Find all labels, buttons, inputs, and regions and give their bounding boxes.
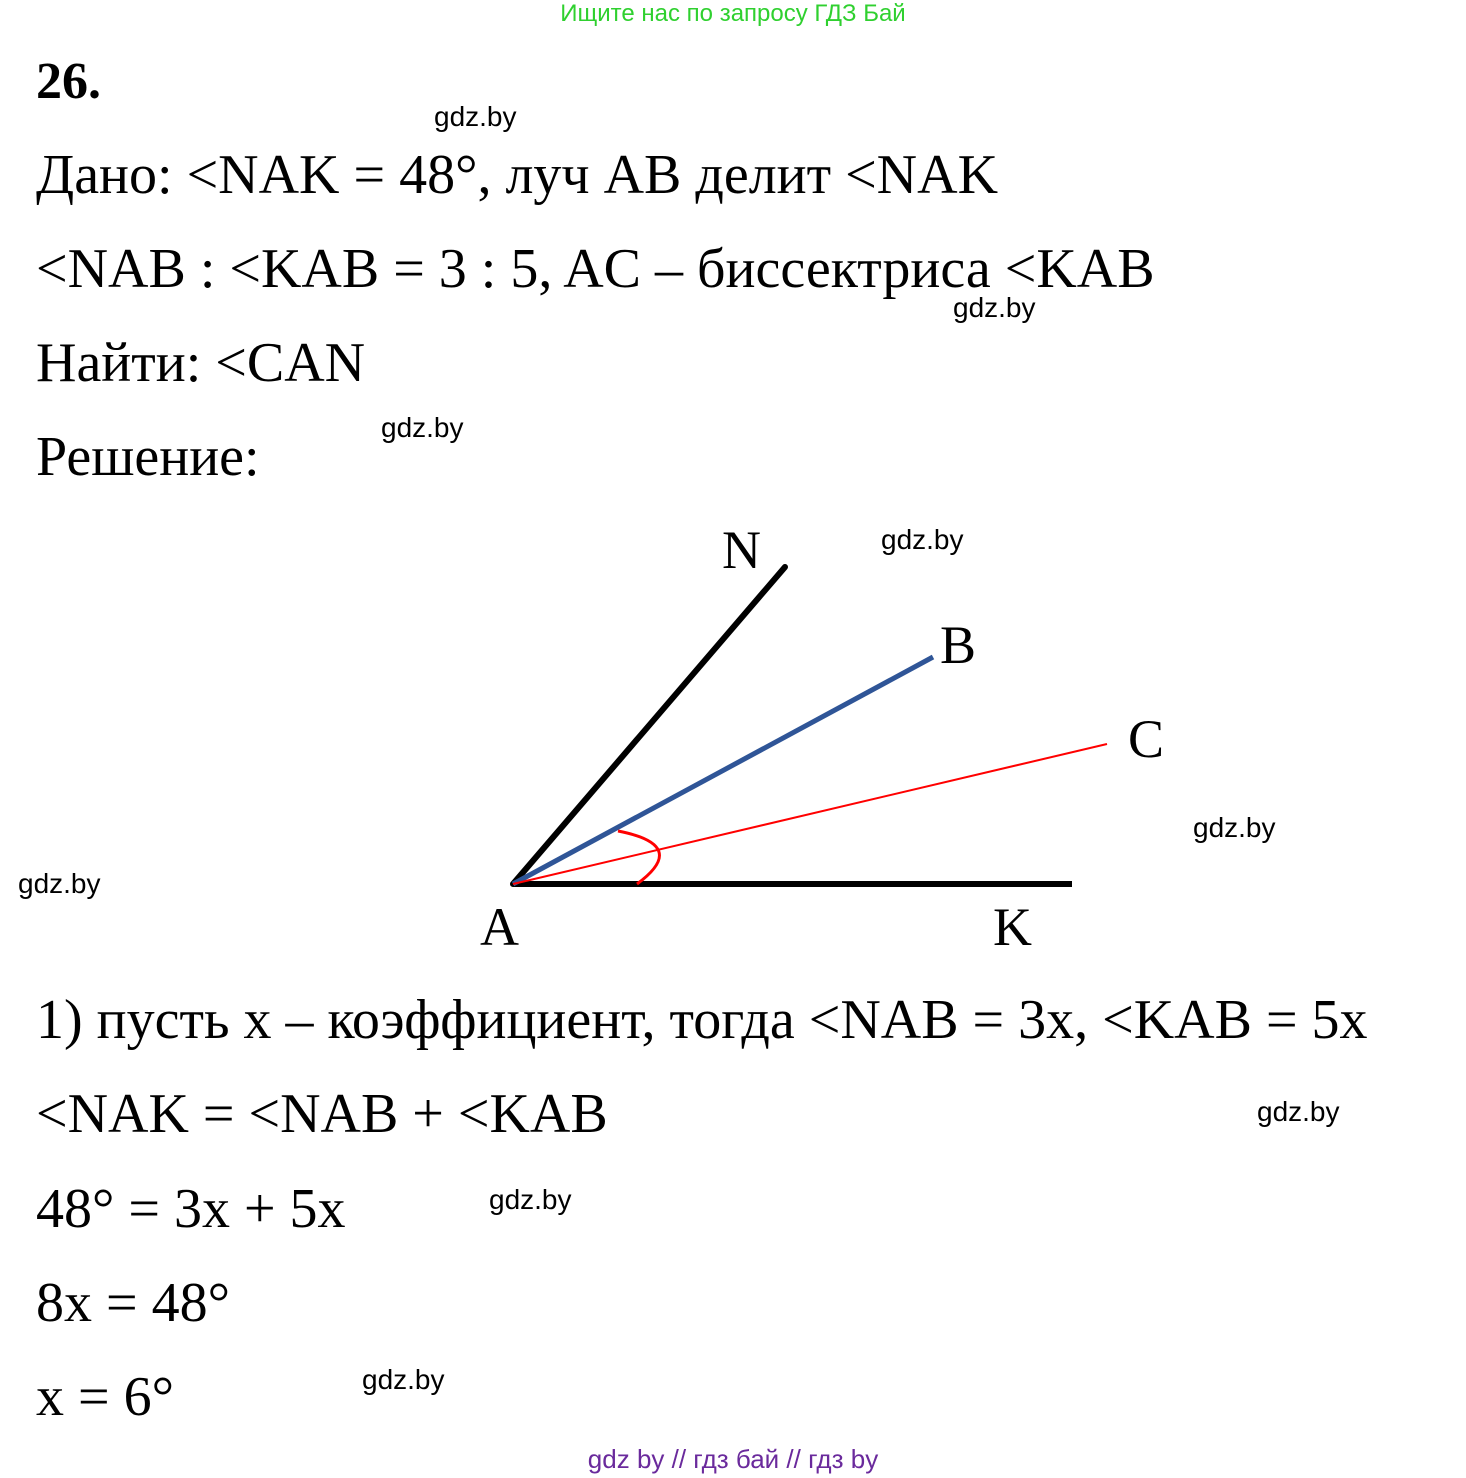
find-line: Найти: <CAN [36, 332, 366, 394]
ray-AC [513, 744, 1107, 884]
ray-AN [513, 567, 785, 884]
watermark: gdz.by [18, 868, 101, 899]
solution-line-3: 48° = 3х + 5х [36, 1178, 346, 1240]
problem-number: 26. [36, 53, 101, 110]
ray-AB [513, 657, 933, 884]
given-line-2: <NAB : <KAB = 3 : 5, AC – биссектриса <KAB [36, 238, 1155, 300]
label-B: B [940, 615, 977, 675]
watermark: gdz.by [953, 292, 1036, 323]
solution-heading: Решение: [36, 426, 260, 488]
watermark: gdz.by [362, 1364, 445, 1395]
label-N: N [722, 520, 761, 580]
label-K: K [993, 897, 1032, 957]
given-line-1: Дано: <NAK = 48°, луч АВ делит <NAK [36, 144, 999, 206]
header-banner: Ищите нас по запросу ГДЗ Бай [560, 0, 906, 27]
label-A: A [480, 897, 519, 957]
watermark: gdz.by [434, 101, 517, 132]
watermark: gdz.by [1193, 812, 1276, 843]
solution-line-4: 8х = 48° [36, 1272, 230, 1334]
solution-line-2: <NAK = <NAB + <KAB [36, 1083, 608, 1145]
watermark: gdz.by [1257, 1096, 1340, 1127]
footer-links: gdz by // гдз бай // гдз by [587, 1444, 879, 1474]
watermark: gdz.by [381, 412, 464, 443]
label-C: C [1128, 709, 1165, 769]
watermark: gdz.by [489, 1184, 572, 1215]
solution-step-1: 1) пусть х – коэффициент, тогда <NAB = 3х, <KAB = 5х [36, 989, 1368, 1051]
watermark: gdz.by [881, 524, 964, 555]
solution-line-5: х = 6° [36, 1366, 174, 1428]
